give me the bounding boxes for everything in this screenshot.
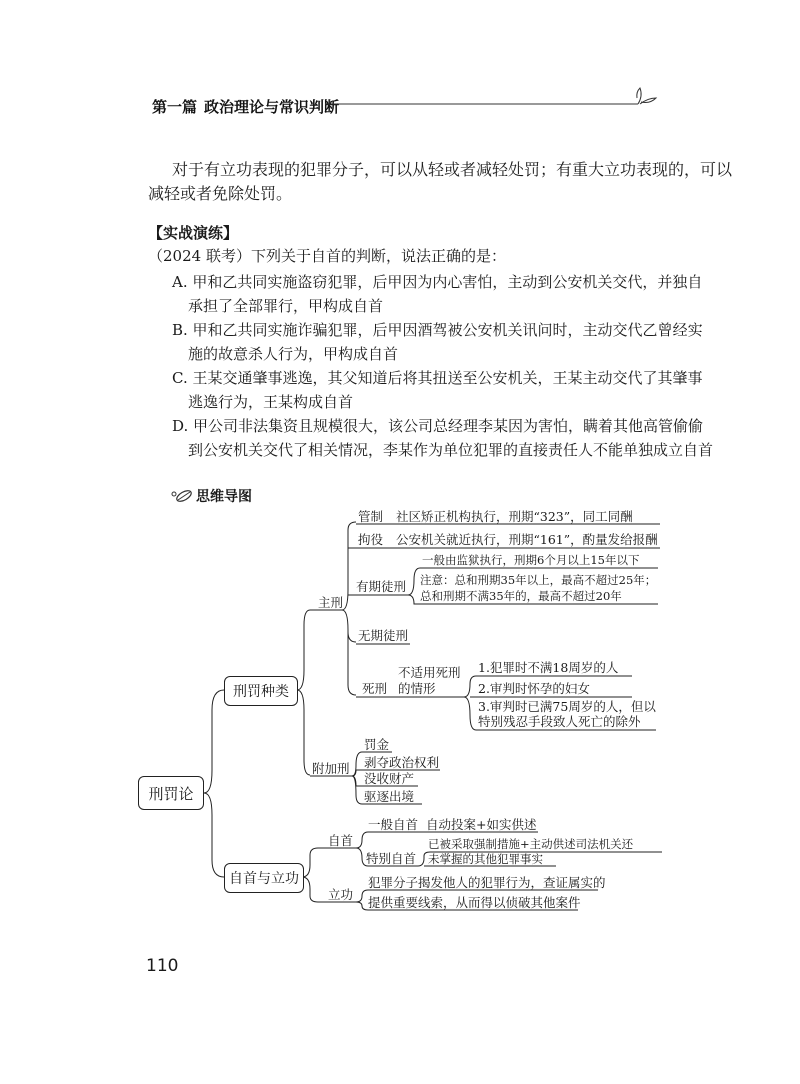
intro-line-2: 减轻或者免除处罚。: [148, 184, 293, 203]
option-a-line2: 承担了全部罪行，甲构成自首: [188, 297, 384, 315]
practice-heading: 【实战演练】: [148, 224, 239, 242]
additional-item-3: 没收财产: [364, 771, 415, 786]
node-special-surrender: 特别自首: [366, 851, 417, 866]
option-d-line2: 到公安机关交代了相关情况，李某作为单位犯罪的直接责任人不能单独成立自首: [188, 441, 714, 459]
sixing-cond-1: 不适用死刑: [398, 665, 461, 680]
merit-desc-1: 犯罪分子揭发他人的犯罪行为，查证属实的: [368, 875, 606, 890]
node-merit: 立功: [328, 887, 354, 902]
youqi-desc-3: 总和刑期不满35年的，最高不超过20年: [420, 589, 622, 603]
node-guanzhi: 管制: [358, 509, 384, 524]
node-juyi: 拘役: [358, 532, 384, 547]
option-a-line1: A. 甲和乙共同实施盗窃犯罪，后甲因为内心害怕，主动到公安机关交代，并独自: [172, 273, 703, 291]
node-surrender: 自首: [328, 833, 354, 848]
juyi-desc: 公安机关就近执行，刑期“161”，酌量发给报酬: [396, 532, 658, 547]
mindmap-heading: 思维导图: [196, 489, 252, 505]
additional-item-4: 驱逐出境: [364, 789, 415, 804]
sixing-item-3: 3.审判时已满75周岁的人，但以: [478, 699, 656, 714]
option-c-line1: C. 王某交通肇事逃逸，其父知道后将其扭送至公安机关，王某主动交代了其肇事: [172, 369, 703, 387]
intro-line-1: 对于有立功表现的犯罪分子，可以从轻或者减轻处罚；有重大立功表现的，可以: [172, 160, 733, 179]
node-principal: 主刑: [318, 595, 344, 610]
node-surrender-merit: 自首与立功: [224, 863, 304, 893]
special-surrender-desc-2: 未掌握的其他犯罪事实: [428, 852, 543, 866]
additional-item-2: 剥夺政治权利: [364, 755, 440, 770]
mindmap-root: 刑罚论: [138, 776, 204, 810]
youqi-desc-1: 一般由监狱执行，刑期6个月以上15年以下: [422, 553, 640, 567]
node-general-surrender: 一般自首: [368, 817, 419, 832]
node-penalty-types: 刑罚种类: [224, 676, 298, 706]
general-surrender-desc: 自动投案+如实供述: [426, 817, 537, 832]
header-part: 第一篇: [152, 98, 198, 116]
additional-item-1: 罚金: [364, 737, 390, 752]
special-surrender-desc-1: 已被采取强制措施+主动供述司法机关还: [428, 837, 634, 851]
practice-question: （2024 联考）下列关于自首的判断，说法正确的是：: [148, 247, 506, 265]
sixing-cond-2: 的情形: [398, 681, 436, 696]
option-b-line1: B. 甲和乙共同实施诈骗犯罪，后甲因酒驾被公安机关讯问时，主动交代乙曾经实: [172, 321, 703, 339]
option-d-line1: D. 甲公司非法集资且规模很大，该公司总经理李某因为害怕，瞒着其他高管偷偷: [172, 417, 704, 435]
node-additional: 附加刑: [312, 761, 350, 776]
option-b-line2: 施的故意杀人行为，甲构成自首: [188, 345, 399, 363]
sixing-item-1: 1.犯罪时不满18周岁的人: [478, 660, 619, 675]
guanzhi-desc: 社区矫正机构执行，刑期“323”，同工同酬: [396, 509, 633, 524]
merit-desc-2: 提供重要线索，从而得以侦破其他案件: [368, 895, 581, 910]
node-wuqi: 无期徒刑: [358, 628, 409, 643]
sixing-item-4: 特别残忍手段致人死亡的除外: [478, 714, 641, 729]
node-youqi: 有期徒刑: [356, 579, 407, 594]
sixing-item-2: 2.审判时怀孕的妇女: [478, 681, 590, 696]
node-sixing: 死刑: [362, 681, 388, 696]
header-title: 政治理论与常识判断: [204, 98, 340, 116]
option-c-line2: 逃逸行为，王某构成自首: [188, 393, 354, 411]
youqi-desc-2: 注意：总和刑期35年以上，最高不超过25年；: [420, 573, 657, 587]
page-number: 110: [146, 956, 179, 976]
